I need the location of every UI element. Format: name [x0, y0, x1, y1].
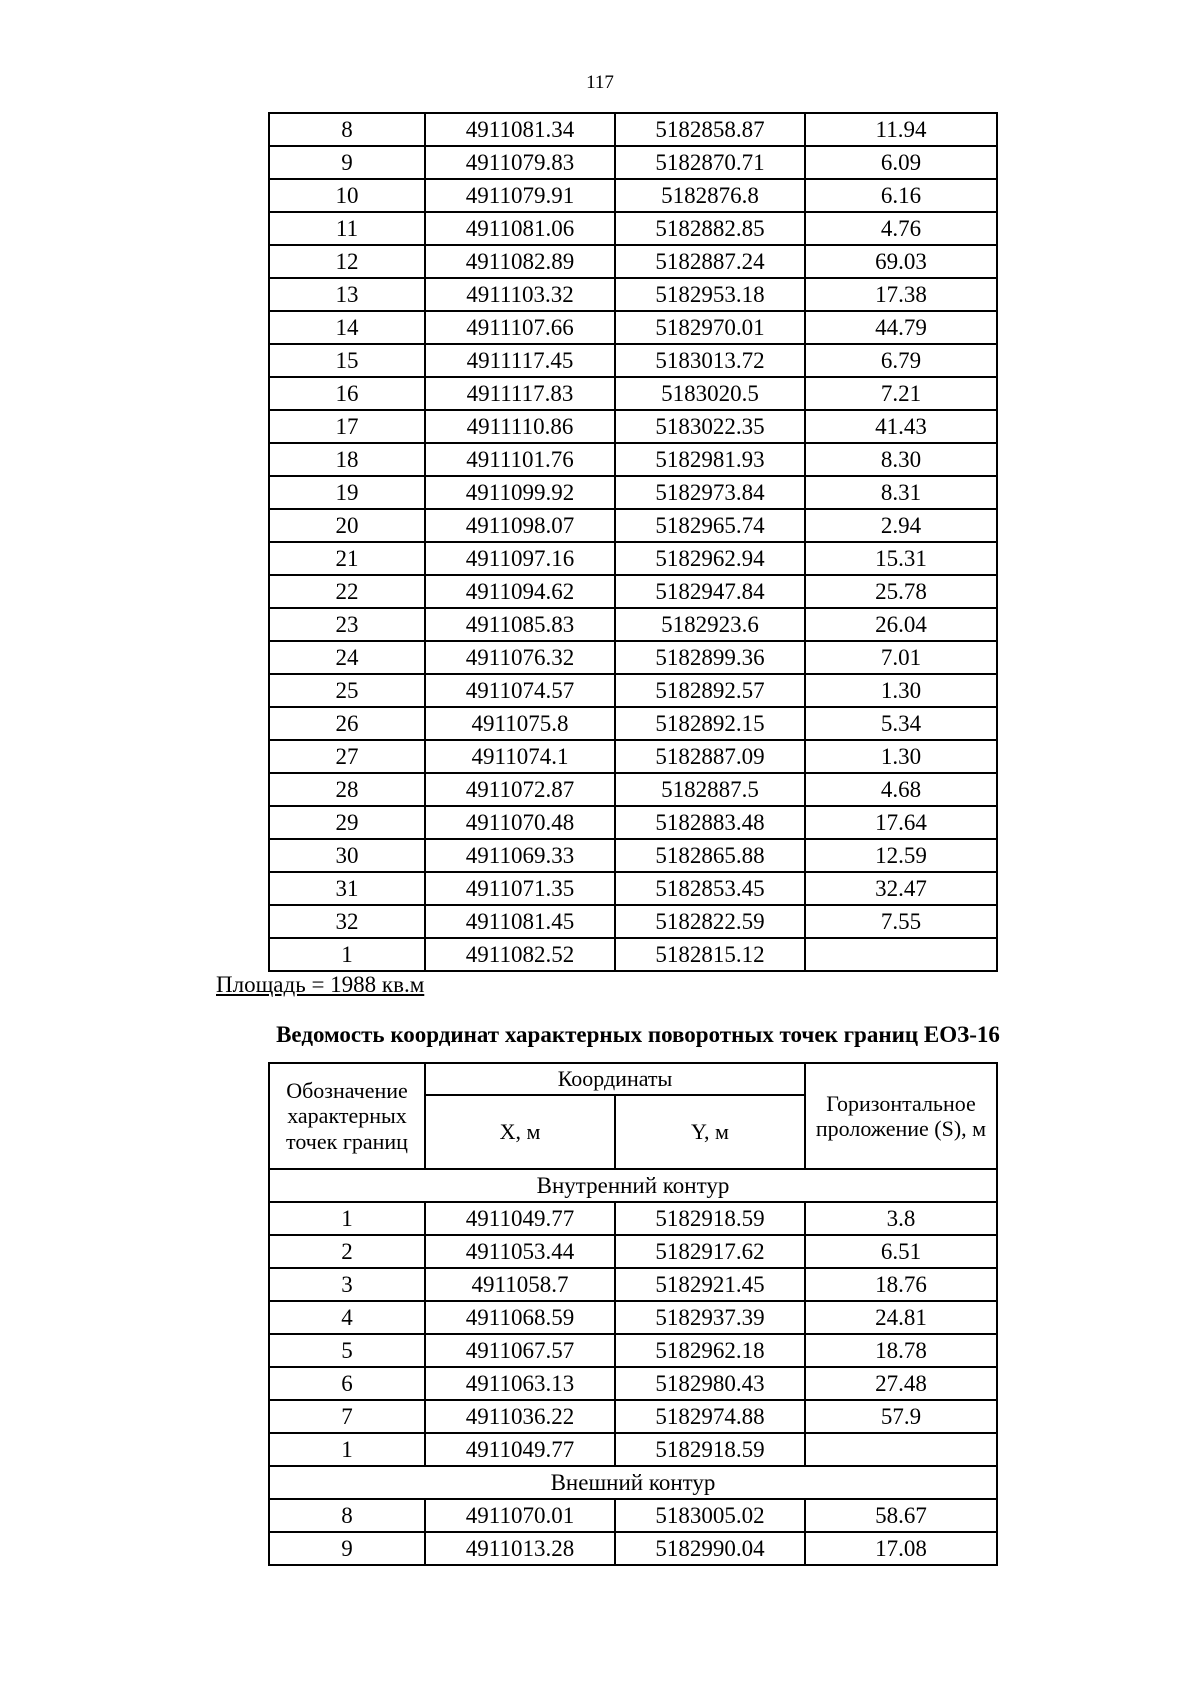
point-number-cell: 3 — [269, 1268, 425, 1301]
point-number-cell: 12 — [269, 245, 425, 278]
table-row — [269, 245, 997, 278]
point-number-cell: 15 — [269, 344, 425, 377]
eoz16-coordinates-table — [268, 1062, 998, 1566]
y-coordinate-cell: 5182876.8 — [615, 179, 805, 212]
x-coordinate-cell: 4911117.83 — [425, 377, 615, 410]
table-row — [269, 1202, 997, 1235]
point-number-cell: 20 — [269, 509, 425, 542]
y-coordinate-cell: 5182865.88 — [615, 839, 805, 872]
distance-cell: 69.03 — [805, 245, 997, 278]
y-coordinate-cell: 5182858.87 — [615, 113, 805, 146]
point-number-cell: 32 — [269, 905, 425, 938]
distance-cell: 32.47 — [805, 872, 997, 905]
point-number-cell: 26 — [269, 707, 425, 740]
x-coordinate-cell: 4911068.59 — [425, 1301, 615, 1334]
y-coordinate-cell: 5182917.62 — [615, 1235, 805, 1268]
distance-cell: 4.76 — [805, 212, 997, 245]
point-number-cell: 23 — [269, 608, 425, 641]
table-row — [269, 113, 997, 146]
y-coordinate-cell: 5182892.57 — [615, 674, 805, 707]
table-row — [269, 839, 997, 872]
x-coordinate-cell: 4911103.32 — [425, 278, 615, 311]
table-row — [269, 1532, 997, 1565]
page-number: 117 — [586, 72, 614, 93]
x-coordinate-cell: 4911097.16 — [425, 542, 615, 575]
coordinates-table-body — [269, 113, 997, 971]
y-coordinate-cell: 5182899.36 — [615, 641, 805, 674]
table-row — [269, 1235, 997, 1268]
table-row — [269, 806, 997, 839]
y-coordinate-cell: 5182887.24 — [615, 245, 805, 278]
point-number-cell: 27 — [269, 740, 425, 773]
x-coordinate-cell: 4911075.8 — [425, 707, 615, 740]
table-row — [269, 1301, 997, 1334]
distance-cell: 6.09 — [805, 146, 997, 179]
distance-cell: 8.31 — [805, 476, 997, 509]
y-coordinate-cell: 5182887.5 — [615, 773, 805, 806]
distance-cell: 6.16 — [805, 179, 997, 212]
table-row — [269, 476, 997, 509]
table-row — [269, 773, 997, 806]
x-coordinate-cell: 4911049.77 — [425, 1433, 615, 1466]
table-row — [269, 938, 997, 971]
point-number-cell: 18 — [269, 443, 425, 476]
eoz16-table-body — [269, 1169, 997, 1565]
y-coordinate-cell: 5182921.45 — [615, 1268, 805, 1301]
table-row — [269, 344, 997, 377]
point-number-cell: 31 — [269, 872, 425, 905]
point-number-cell: 5 — [269, 1334, 425, 1367]
distance-cell: 7.21 — [805, 377, 997, 410]
table-row — [269, 641, 997, 674]
y-coordinate-cell: 5182974.88 — [615, 1400, 805, 1433]
y-coordinate-cell: 5182887.09 — [615, 740, 805, 773]
point-number-cell: 21 — [269, 542, 425, 575]
point-number-cell: 29 — [269, 806, 425, 839]
y-coordinate-cell: 5182947.84 — [615, 575, 805, 608]
x-coordinate-cell: 4911081.45 — [425, 905, 615, 938]
y-coordinate-cell: 5182853.45 — [615, 872, 805, 905]
distance-cell: 11.94 — [805, 113, 997, 146]
table-row — [269, 1268, 997, 1301]
table-row — [269, 1334, 997, 1367]
distance-cell: 7.55 — [805, 905, 997, 938]
y-coordinate-cell: 5182918.59 — [615, 1202, 805, 1235]
table-row — [269, 608, 997, 641]
table-row — [269, 1367, 997, 1400]
table-row — [269, 212, 997, 245]
point-number-cell: 2 — [269, 1235, 425, 1268]
distance-cell: 5.34 — [805, 707, 997, 740]
y-coordinate-cell: 5182953.18 — [615, 278, 805, 311]
y-coordinate-cell: 5182815.12 — [615, 938, 805, 971]
point-number-cell: 24 — [269, 641, 425, 674]
x-coordinate-cell: 4911058.7 — [425, 1268, 615, 1301]
y-coordinate-cell: 5183005.02 — [615, 1499, 805, 1532]
x-coordinate-cell: 4911079.91 — [425, 179, 615, 212]
y-coordinate-cell: 5182980.43 — [615, 1367, 805, 1400]
point-number-cell: 11 — [269, 212, 425, 245]
table-row — [269, 146, 997, 179]
x-coordinate-cell: 4911074.1 — [425, 740, 615, 773]
point-number-cell: 4 — [269, 1301, 425, 1334]
distance-cell: 25.78 — [805, 575, 997, 608]
table-row — [269, 674, 997, 707]
distance-cell: 12.59 — [805, 839, 997, 872]
area-text: Площадь = 1988 кв.м — [216, 972, 425, 997]
y-coordinate-cell: 5182870.71 — [615, 146, 805, 179]
distance-cell: 57.9 — [805, 1400, 997, 1433]
distance-cell: 4.68 — [805, 773, 997, 806]
point-number-cell: 7 — [269, 1400, 425, 1433]
table-row — [269, 872, 997, 905]
distance-cell: 41.43 — [805, 410, 997, 443]
table-row — [269, 443, 997, 476]
x-coordinate-cell: 4911071.35 — [425, 872, 615, 905]
header-y: Y, м — [615, 1095, 805, 1169]
x-coordinate-cell: 4911081.34 — [425, 113, 615, 146]
distance-cell: 1.30 — [805, 740, 997, 773]
distance-cell: 18.78 — [805, 1334, 997, 1367]
y-coordinate-cell: 5182923.6 — [615, 608, 805, 641]
x-coordinate-cell: 4911101.76 — [425, 443, 615, 476]
y-coordinate-cell: 5183013.72 — [615, 344, 805, 377]
x-coordinate-cell: 4911117.45 — [425, 344, 615, 377]
point-number-cell: 17 — [269, 410, 425, 443]
contour-label: Внешний контур — [269, 1466, 997, 1499]
y-coordinate-cell: 5182822.59 — [615, 905, 805, 938]
header-x: X, м — [425, 1095, 615, 1169]
header-coordinates: Координаты — [425, 1063, 805, 1095]
x-coordinate-cell: 4911107.66 — [425, 311, 615, 344]
x-coordinate-cell: 4911072.87 — [425, 773, 615, 806]
x-coordinate-cell: 4911067.57 — [425, 1334, 615, 1367]
y-coordinate-cell: 5182965.74 — [615, 509, 805, 542]
x-coordinate-cell: 4911110.86 — [425, 410, 615, 443]
x-coordinate-cell: 4911082.52 — [425, 938, 615, 971]
y-coordinate-cell: 5183022.35 — [615, 410, 805, 443]
x-coordinate-cell: 4911036.22 — [425, 1400, 615, 1433]
x-coordinate-cell: 4911099.92 — [425, 476, 615, 509]
x-coordinate-cell: 4911013.28 — [425, 1532, 615, 1565]
point-number-cell: 8 — [269, 113, 425, 146]
distance-cell: 18.76 — [805, 1268, 997, 1301]
point-number-cell: 30 — [269, 839, 425, 872]
table-row — [269, 509, 997, 542]
table-row — [269, 410, 997, 443]
distance-cell — [805, 938, 997, 971]
x-coordinate-cell: 4911053.44 — [425, 1235, 615, 1268]
coordinates-table-continued — [268, 112, 998, 972]
x-coordinate-cell: 4911049.77 — [425, 1202, 615, 1235]
y-coordinate-cell: 5182882.85 — [615, 212, 805, 245]
x-coordinate-cell: 4911070.01 — [425, 1499, 615, 1532]
point-number-cell: 6 — [269, 1367, 425, 1400]
distance-cell: 27.48 — [805, 1367, 997, 1400]
table-row — [269, 905, 997, 938]
distance-cell: 8.30 — [805, 443, 997, 476]
point-number-cell: 25 — [269, 674, 425, 707]
x-coordinate-cell: 4911070.48 — [425, 806, 615, 839]
y-coordinate-cell: 5182973.84 — [615, 476, 805, 509]
distance-cell: 2.94 — [805, 509, 997, 542]
point-number-cell: 16 — [269, 377, 425, 410]
distance-cell: 17.38 — [805, 278, 997, 311]
y-coordinate-cell: 5182892.15 — [615, 707, 805, 740]
y-coordinate-cell: 5182981.93 — [615, 443, 805, 476]
point-number-cell: 9 — [269, 1532, 425, 1565]
table-row — [269, 311, 997, 344]
header-point-designation: Обозначение характерных точек границ — [269, 1063, 425, 1169]
x-coordinate-cell: 4911082.89 — [425, 245, 615, 278]
x-coordinate-cell: 4911063.13 — [425, 1367, 615, 1400]
point-number-cell: 1 — [269, 1202, 425, 1235]
x-coordinate-cell: 4911098.07 — [425, 509, 615, 542]
y-coordinate-cell: 5183020.5 — [615, 377, 805, 410]
contour-label: Внутренний контур — [269, 1169, 997, 1202]
y-coordinate-cell: 5182970.01 — [615, 311, 805, 344]
x-coordinate-cell: 4911094.62 — [425, 575, 615, 608]
table-row — [269, 542, 997, 575]
x-coordinate-cell: 4911074.57 — [425, 674, 615, 707]
point-number-cell: 8 — [269, 1499, 425, 1532]
point-number-cell: 10 — [269, 179, 425, 212]
table-row — [269, 1400, 997, 1433]
point-number-cell: 1 — [269, 938, 425, 971]
point-number-cell: 14 — [269, 311, 425, 344]
table-row — [269, 1433, 997, 1466]
point-number-cell: 19 — [269, 476, 425, 509]
point-number-cell: 22 — [269, 575, 425, 608]
distance-cell: 7.01 — [805, 641, 997, 674]
header-horizontal-distance: Горизонтальное проложение (S), м — [805, 1063, 997, 1169]
y-coordinate-cell: 5182990.04 — [615, 1532, 805, 1565]
distance-cell: 6.51 — [805, 1235, 997, 1268]
table-row — [269, 707, 997, 740]
y-coordinate-cell: 5182918.59 — [615, 1433, 805, 1466]
distance-cell: 24.81 — [805, 1301, 997, 1334]
y-coordinate-cell: 5182962.94 — [615, 542, 805, 575]
distance-cell: 58.67 — [805, 1499, 997, 1532]
table-row — [269, 278, 997, 311]
x-coordinate-cell: 4911085.83 — [425, 608, 615, 641]
distance-cell: 1.30 — [805, 674, 997, 707]
point-number-cell: 9 — [269, 146, 425, 179]
distance-cell: 26.04 — [805, 608, 997, 641]
y-coordinate-cell: 5182883.48 — [615, 806, 805, 839]
point-number-cell: 13 — [269, 278, 425, 311]
x-coordinate-cell: 4911081.06 — [425, 212, 615, 245]
point-number-cell: 28 — [269, 773, 425, 806]
distance-cell — [805, 1433, 997, 1466]
distance-cell: 17.08 — [805, 1532, 997, 1565]
table-row — [269, 1499, 997, 1532]
section-row — [269, 1169, 997, 1202]
y-coordinate-cell: 5182962.18 — [615, 1334, 805, 1367]
distance-cell: 3.8 — [805, 1202, 997, 1235]
section-row — [269, 1466, 997, 1499]
table-row — [269, 740, 997, 773]
distance-cell: 15.31 — [805, 542, 997, 575]
distance-cell: 6.79 — [805, 344, 997, 377]
point-number-cell: 1 — [269, 1433, 425, 1466]
table-row — [269, 179, 997, 212]
y-coordinate-cell: 5182937.39 — [615, 1301, 805, 1334]
distance-cell: 44.79 — [805, 311, 997, 344]
x-coordinate-cell: 4911079.83 — [425, 146, 615, 179]
table-row — [269, 377, 997, 410]
table-row — [269, 575, 997, 608]
x-coordinate-cell: 4911069.33 — [425, 839, 615, 872]
x-coordinate-cell: 4911076.32 — [425, 641, 615, 674]
section-heading: Ведомость координат характерных поворотных точек границ ЕОЗ-16 — [276, 1022, 1000, 1047]
distance-cell: 17.64 — [805, 806, 997, 839]
